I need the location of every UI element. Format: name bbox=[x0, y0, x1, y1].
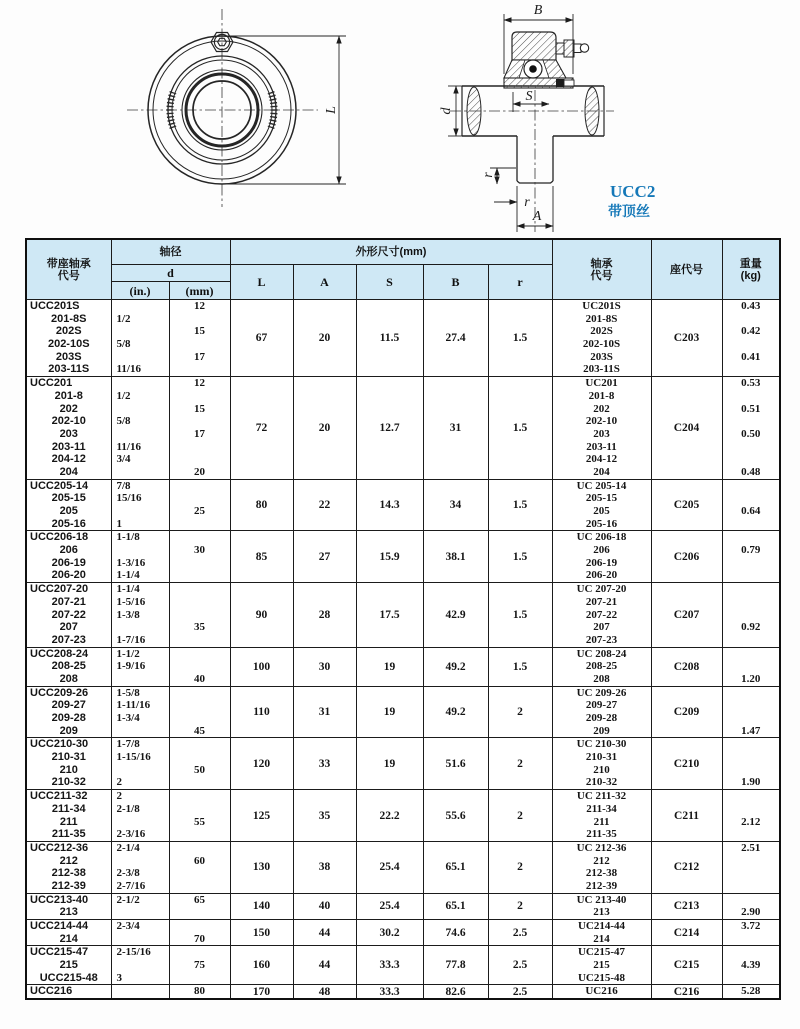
dim-B-cell: 27.4 bbox=[423, 300, 488, 377]
shaft-dia-mm-cell: 70 bbox=[169, 920, 230, 946]
dim-L-cell: 90 bbox=[230, 583, 293, 647]
shaft-dia-mm-cell: 12 15 17 20 bbox=[169, 377, 230, 480]
dim-r-cell: 1.5 bbox=[488, 647, 552, 686]
housing-code-cell: C204 bbox=[651, 377, 722, 480]
weight-cell: 3.72 bbox=[722, 920, 780, 946]
dim-r-cell: 2.5 bbox=[488, 920, 552, 946]
dim-S-cell: 30.2 bbox=[356, 920, 423, 946]
dim-r-cell: 1.5 bbox=[488, 583, 552, 647]
unit-code-cell: UCC215-47 215 UCC215-48 bbox=[26, 946, 111, 985]
header-unit-code bbox=[26, 239, 111, 300]
unit-code-cell: UCC209-26 209-27 209-28 209 bbox=[26, 686, 111, 738]
table-row bbox=[26, 583, 780, 647]
bearing-code-cell: UC 213-40 213 bbox=[552, 893, 651, 919]
dim-r-horizontal bbox=[494, 195, 530, 210]
dim-r-cell: 2.5 bbox=[488, 946, 552, 985]
table-row bbox=[26, 686, 780, 738]
dim-r-cell: 2 bbox=[488, 790, 552, 842]
housing-code-cell: C213 bbox=[651, 893, 722, 919]
dim-S-cell: 19 bbox=[356, 738, 423, 790]
dim-B-cell: 31 bbox=[423, 377, 488, 480]
dim-A-cell: 28 bbox=[293, 583, 356, 647]
dim-S-cell: 25.4 bbox=[356, 893, 423, 919]
housing-code-cell: C206 bbox=[651, 531, 722, 583]
dim-B-cell: 65.1 bbox=[423, 893, 488, 919]
bearing-code-cell: UC201 201-8 202 202-10 203 203-11 204-12 204 bbox=[552, 377, 651, 480]
dim-S-cell: 11.5 bbox=[356, 300, 423, 377]
shaft-dia-in-cell: 2-3/4 bbox=[111, 920, 169, 946]
knurl-band-right bbox=[271, 92, 274, 128]
dim-B-cell: 49.2 bbox=[423, 647, 488, 686]
dim-B-cell: 77.8 bbox=[423, 946, 488, 985]
header-weight bbox=[722, 239, 780, 300]
unit-code-cell: UCC207-20 207-21 207-22 207 207-23 bbox=[26, 583, 111, 647]
header-dim-r: r bbox=[488, 265, 552, 300]
dim-label-A: A bbox=[532, 209, 542, 224]
weight-cell: 4.39 bbox=[722, 946, 780, 985]
series-label: UCC2 bbox=[610, 182, 656, 201]
shaft-dia-mm-cell: 55 bbox=[169, 790, 230, 842]
header-weight-line1: 重量 bbox=[739, 257, 762, 270]
dim-A-cell: 44 bbox=[293, 946, 356, 985]
unit-code-cell: UCC213-40 213 bbox=[26, 893, 111, 919]
dim-S-cell: 14.3 bbox=[356, 479, 423, 531]
dim-B-cell: 82.6 bbox=[423, 985, 488, 999]
dim-S-cell: 15.9 bbox=[356, 531, 423, 583]
bearing-code-cell: UC 209-26 209-27 209-28 209 bbox=[552, 686, 651, 738]
dim-L-cell: 67 bbox=[230, 300, 293, 377]
bearing-spec-table bbox=[25, 238, 781, 1000]
header-dim-A: A bbox=[293, 265, 356, 300]
housing-code-cell: C210 bbox=[651, 738, 722, 790]
dim-label-d: d bbox=[439, 107, 454, 115]
dim-B-cell: 65.1 bbox=[423, 841, 488, 893]
header-dim-B: B bbox=[423, 265, 488, 300]
table-row bbox=[26, 300, 780, 377]
shaft-dia-in-cell: 1-1/8 1-3/16 1-1/4 bbox=[111, 531, 169, 583]
weight-cell: 0.43 0.42 0.41 bbox=[722, 300, 780, 377]
dim-S-cell: 22.2 bbox=[356, 790, 423, 842]
dim-S-cell: 33.3 bbox=[356, 985, 423, 999]
housing-code-cell: C203 bbox=[651, 300, 722, 377]
dim-L-cell: 125 bbox=[230, 790, 293, 842]
dim-L-cell: 80 bbox=[230, 479, 293, 531]
housing-code-cell: C215 bbox=[651, 946, 722, 985]
dim-L-cell: 140 bbox=[230, 893, 293, 919]
shaft-dia-in-cell: 2 2-1/8 2-3/16 bbox=[111, 790, 169, 842]
bearing-code-cell: UC 210-30 210-31 210 210-32 bbox=[552, 738, 651, 790]
bearing-code-cell: UC 211-32 211-34 211 211-35 bbox=[552, 790, 651, 842]
header-dim-S: S bbox=[356, 265, 423, 300]
shaft-dia-mm-cell: 50 bbox=[169, 738, 230, 790]
table-header bbox=[26, 239, 780, 300]
table-body bbox=[26, 300, 780, 1000]
shaft-dia-mm-cell: 65 bbox=[169, 893, 230, 919]
dim-B-cell: 34 bbox=[423, 479, 488, 531]
dim-B-cell: 51.6 bbox=[423, 738, 488, 790]
housing-code-cell: C207 bbox=[651, 583, 722, 647]
table-row bbox=[26, 946, 780, 985]
shaft-dia-in-cell: 2-1/4 2-3/8 2-7/16 bbox=[111, 841, 169, 893]
shaft-dia-in-cell: 1/2 5/8 11/16 bbox=[111, 300, 169, 377]
weight-cell: 1.90 bbox=[722, 738, 780, 790]
dim-r-cell: 2 bbox=[488, 841, 552, 893]
dim-B-cell: 49.2 bbox=[423, 686, 488, 738]
knurl-band-left bbox=[170, 92, 173, 128]
dim-L-cell: 120 bbox=[230, 738, 293, 790]
dim-r-cell: 1.5 bbox=[488, 531, 552, 583]
dim-r-cell: 2.5 bbox=[488, 985, 552, 999]
dim-S-cell: 17.5 bbox=[356, 583, 423, 647]
dim-L-cell: 130 bbox=[230, 841, 293, 893]
dim-S-cell: 33.3 bbox=[356, 946, 423, 985]
header-bearing-code bbox=[552, 239, 651, 300]
weight-cell: 0.92 bbox=[722, 583, 780, 647]
shaft-dia-in-cell: 1-5/8 1-11/16 1-3/4 bbox=[111, 686, 169, 738]
header-shaft-dia: 轴径 bbox=[111, 239, 230, 265]
table-row bbox=[26, 479, 780, 531]
header-bearing-line1: 轴承 bbox=[590, 257, 613, 270]
dim-r-cell: 2 bbox=[488, 738, 552, 790]
weight-cell: 0.64 bbox=[722, 479, 780, 531]
weight-cell: 5.28 bbox=[722, 985, 780, 999]
front-view-drawing bbox=[127, 9, 346, 207]
dim-L-cell: 160 bbox=[230, 946, 293, 985]
shaft-dia-mm-cell: 12 15 17 bbox=[169, 300, 230, 377]
header-unit-code-line1: 带座轴承 bbox=[46, 257, 91, 270]
header-d: d bbox=[111, 265, 230, 282]
shaft-dia-mm-cell: 25 bbox=[169, 479, 230, 531]
unit-code-cell: UCC214-44 214 bbox=[26, 920, 111, 946]
table-row bbox=[26, 985, 780, 999]
dim-label-r1: r bbox=[481, 172, 496, 178]
shaft-dia-in-cell: 2-15/16 3 bbox=[111, 946, 169, 985]
shaft-dia-in-cell: 1/2 5/8 11/16 3/4 bbox=[111, 377, 169, 480]
housing-code-cell: C209 bbox=[651, 686, 722, 738]
housing-code-cell: C205 bbox=[651, 479, 722, 531]
header-mm: (mm) bbox=[169, 282, 230, 300]
dim-r-cell: 2 bbox=[488, 893, 552, 919]
unit-code-cell: UCC201S 201-8S 202S 202-10S 203S 203-11S bbox=[26, 300, 111, 377]
dim-label-L: L bbox=[324, 106, 339, 114]
bearing-code-cell: UC215-47 215 UC215-48 bbox=[552, 946, 651, 985]
dim-B-cell: 38.1 bbox=[423, 531, 488, 583]
weight-cell: 0.53 0.51 0.50 0.48 bbox=[722, 377, 780, 480]
dim-L-cell: 150 bbox=[230, 920, 293, 946]
dim-L-cell: 110 bbox=[230, 686, 293, 738]
table-row bbox=[26, 841, 780, 893]
bearing-code-cell: UC201S 201-8S 202S 202-10S 203S 203-11S bbox=[552, 300, 651, 377]
table-row bbox=[26, 738, 780, 790]
dim-A-cell: 33 bbox=[293, 738, 356, 790]
unit-code-cell: UCC211-32 211-34 211 211-35 bbox=[26, 790, 111, 842]
bearing-code-cell: UC 206-18 206 206-19 206-20 bbox=[552, 531, 651, 583]
dim-label-S: S bbox=[525, 89, 533, 104]
dim-r-cell: 1.5 bbox=[488, 377, 552, 480]
dim-A-cell: 22 bbox=[293, 479, 356, 531]
bearing-code-cell: UC214-44 214 bbox=[552, 920, 651, 946]
dim-A-cell: 44 bbox=[293, 920, 356, 946]
dim-S bbox=[513, 89, 549, 112]
unit-code-cell: UCC201 201-8 202 202-10 203 203-11 204-12 204 bbox=[26, 377, 111, 480]
shaft-dia-in-cell: 2-1/2 bbox=[111, 893, 169, 919]
dim-A-cell: 35 bbox=[293, 790, 356, 842]
dim-S-cell: 12.7 bbox=[356, 377, 423, 480]
bearing-code-cell: UC 212-36 212 212-38 212-39 bbox=[552, 841, 651, 893]
table-row bbox=[26, 647, 780, 686]
dim-L-cell: 100 bbox=[230, 647, 293, 686]
unit-code-cell: UCC205-14 205-15 205 205-16 bbox=[26, 479, 111, 531]
housing-code-cell: C211 bbox=[651, 790, 722, 842]
shaft-dia-mm-cell: 60 bbox=[169, 841, 230, 893]
table-row bbox=[26, 790, 780, 842]
dim-L-cell: 170 bbox=[230, 985, 293, 999]
dim-B-cell: 42.9 bbox=[423, 583, 488, 647]
unit-code-cell: UCC216 bbox=[26, 985, 111, 999]
header-unit-code-line2: 代号 bbox=[57, 269, 80, 282]
dim-label-B: B bbox=[533, 3, 543, 18]
shaft-dia-in-cell: 1-1/4 1-5/16 1-3/8 1-7/16 bbox=[111, 583, 169, 647]
dim-L-cell: 72 bbox=[230, 377, 293, 480]
table-row bbox=[26, 893, 780, 919]
dim-S-cell: 19 bbox=[356, 647, 423, 686]
shaft-dia-mm-cell: 30 bbox=[169, 531, 230, 583]
dim-A-cell: 27 bbox=[293, 531, 356, 583]
dim-r-cell: 1.5 bbox=[488, 300, 552, 377]
shaft-dia-mm-cell: 80 bbox=[169, 985, 230, 999]
dim-A-cell: 40 bbox=[293, 893, 356, 919]
shaft-dia-mm-cell: 40 bbox=[169, 647, 230, 686]
shaft-dia-in-cell: 1-1/2 1-9/16 bbox=[111, 647, 169, 686]
dim-B-cell: 55.6 bbox=[423, 790, 488, 842]
shaft-dia-in-cell: 7/8 15/16 1 bbox=[111, 479, 169, 531]
unit-code-cell: UCC212-36 212 212-38 212-39 bbox=[26, 841, 111, 893]
housing-code-cell: C208 bbox=[651, 647, 722, 686]
header-dimensions-group: 外形尺寸(mm) bbox=[230, 239, 552, 265]
header-in: (in.) bbox=[111, 282, 169, 300]
table-row bbox=[26, 920, 780, 946]
dim-A-cell: 30 bbox=[293, 647, 356, 686]
header-dim-L: L bbox=[230, 265, 293, 300]
header-bearing-line2: 代号 bbox=[590, 269, 613, 282]
weight-cell: 2.51 bbox=[722, 841, 780, 893]
unit-code-cell: UCC208-24 208-25 208 bbox=[26, 647, 111, 686]
bearing-code-cell: UC 207-20 207-21 207-22 207 207-23 bbox=[552, 583, 651, 647]
dim-r-cell: 1.5 bbox=[488, 479, 552, 531]
weight-cell: 2.90 bbox=[722, 893, 780, 919]
dim-label-r2: r bbox=[524, 195, 530, 210]
dim-A-cell: 31 bbox=[293, 686, 356, 738]
weight-cell: 2.12 bbox=[722, 790, 780, 842]
dim-r-vertical bbox=[481, 168, 516, 184]
dim-r-cell: 2 bbox=[488, 686, 552, 738]
dim-A-cell: 20 bbox=[293, 300, 356, 377]
header-housing-code: 座代号 bbox=[651, 239, 722, 300]
dim-A-cell: 20 bbox=[293, 377, 356, 480]
weight-cell: 0.79 bbox=[722, 531, 780, 583]
series-sublabel: 带顶丝 bbox=[608, 205, 650, 220]
technical-drawings bbox=[0, 0, 800, 238]
table-row bbox=[26, 377, 780, 480]
housing-code-cell: C214 bbox=[651, 920, 722, 946]
shaft-dia-in-cell bbox=[111, 985, 169, 999]
grease-fitting-icon bbox=[556, 40, 589, 57]
housing-code-cell: C212 bbox=[651, 841, 722, 893]
dim-A-cell: 38 bbox=[293, 841, 356, 893]
weight-cell: 1.47 bbox=[722, 686, 780, 738]
bearing-code-cell: UC 208-24 208-25 208 bbox=[552, 647, 651, 686]
unit-code-cell: UCC210-30 210-31 210 210-32 bbox=[26, 738, 111, 790]
shaft-dia-mm-cell: 45 bbox=[169, 686, 230, 738]
flange-set-screw-icon bbox=[556, 79, 564, 87]
unit-code-cell: UCC206-18 206 206-19 206-20 bbox=[26, 531, 111, 583]
bearing-code-cell: UC216 bbox=[552, 985, 651, 999]
header-weight-line2: (kg) bbox=[740, 269, 761, 282]
table-row bbox=[26, 531, 780, 583]
shaft-dia-in-cell: 1-7/8 1-15/16 2 bbox=[111, 738, 169, 790]
dim-A-cell: 48 bbox=[293, 985, 356, 999]
dim-L-cell: 85 bbox=[230, 531, 293, 583]
dim-S-cell: 19 bbox=[356, 686, 423, 738]
dim-S-cell: 25.4 bbox=[356, 841, 423, 893]
section-view-drawing bbox=[439, 3, 655, 232]
shaft-dia-mm-cell: 75 bbox=[169, 946, 230, 985]
weight-cell: 1.20 bbox=[722, 647, 780, 686]
bearing-code-cell: UC 205-14 205-15 205 205-16 bbox=[552, 479, 651, 531]
housing-code-cell: C216 bbox=[651, 985, 722, 999]
dim-B-cell: 74.6 bbox=[423, 920, 488, 946]
shaft-dia-mm-cell: 35 bbox=[169, 583, 230, 647]
